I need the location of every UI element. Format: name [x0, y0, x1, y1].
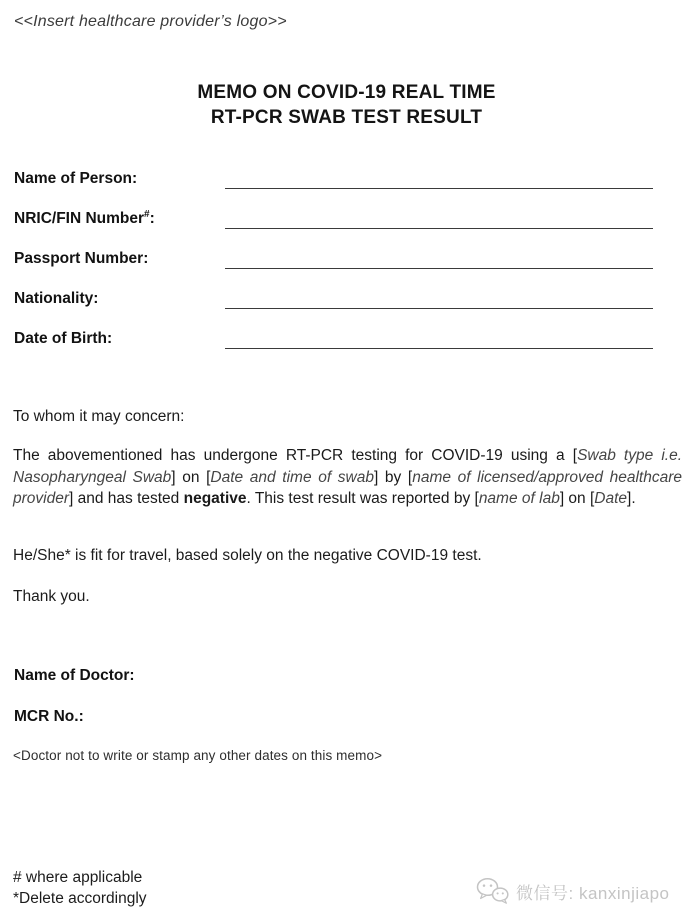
footnotes [13, 868, 147, 909]
paragraph-segment: . This test result was reported by [ [246, 490, 479, 507]
memo-title [0, 80, 693, 130]
field-row-name-of-person [14, 170, 693, 187]
memo-title-line2: RT-PCR SWAB TEST RESULT [210, 107, 483, 128]
footnote-where-applicable: # where applicable [13, 869, 143, 886]
wechat-icon [476, 877, 509, 905]
memo-title-line1: MEMO ON COVID-19 REAL TIME [197, 82, 496, 103]
field-row-passport-number [14, 250, 693, 267]
paragraph-segment: The abovementioned has undergone RT-PCR testing for COVID-19 using a [ [13, 447, 578, 464]
paragraph-segment: ] on [ [559, 490, 595, 507]
field-row-date-of-birth [14, 330, 693, 347]
paragraph-segment: Date [594, 490, 628, 507]
paragraph-segment: name of lab [478, 490, 560, 507]
field-label: Nationality: [14, 290, 99, 307]
paragraph-segment: name of licensed/approved healthcare provider [13, 468, 682, 507]
watermark [476, 877, 670, 905]
field-underline [225, 268, 653, 269]
paragraph-segment: ] by [ [373, 468, 413, 486]
field-underline [225, 308, 653, 309]
salutation: To whom it may concern: [13, 408, 185, 425]
field-row-nric-fin-number [14, 210, 693, 227]
fit-for-travel-line: He/She* is fit for travel, based solely on the negative COVID-19 test. [13, 547, 482, 564]
paragraph-segment: negative [183, 490, 247, 507]
paragraph-segment: Date and time of swab [210, 468, 374, 486]
field-underline [225, 228, 653, 229]
field-underline [225, 188, 653, 189]
field-label: NRIC/FIN Number#: [14, 208, 155, 227]
field-label: Name of Person: [14, 170, 138, 187]
paragraph-segment: ] on [ [171, 468, 211, 486]
footnote-delete-accordingly: *Delete accordingly [13, 889, 147, 907]
watermark-text: 微信号: kanxinjiapo [516, 883, 670, 903]
field-row-nationality [14, 290, 693, 307]
logo-placeholder-text: <<Insert healthcare provider’s logo>> [14, 13, 287, 30]
mcr-number-label: MCR No.: [14, 708, 84, 725]
body-paragraph [13, 445, 682, 510]
paragraph-segment: Swab type i.e. Nasopharyngeal Swab [13, 447, 683, 486]
field-underline [225, 348, 653, 349]
field-label: Passport Number: [14, 250, 149, 267]
field-label: Date of Birth: [14, 330, 113, 347]
paragraph-segment: ] and has tested [69, 490, 184, 507]
paragraph-segment: ]. [627, 490, 636, 507]
doctor-note: <Doctor not to write or stamp any other dates on this memo> [13, 748, 383, 763]
doctor-name-label: Name of Doctor: [14, 667, 135, 684]
closing-line: Thank you. [13, 588, 90, 605]
